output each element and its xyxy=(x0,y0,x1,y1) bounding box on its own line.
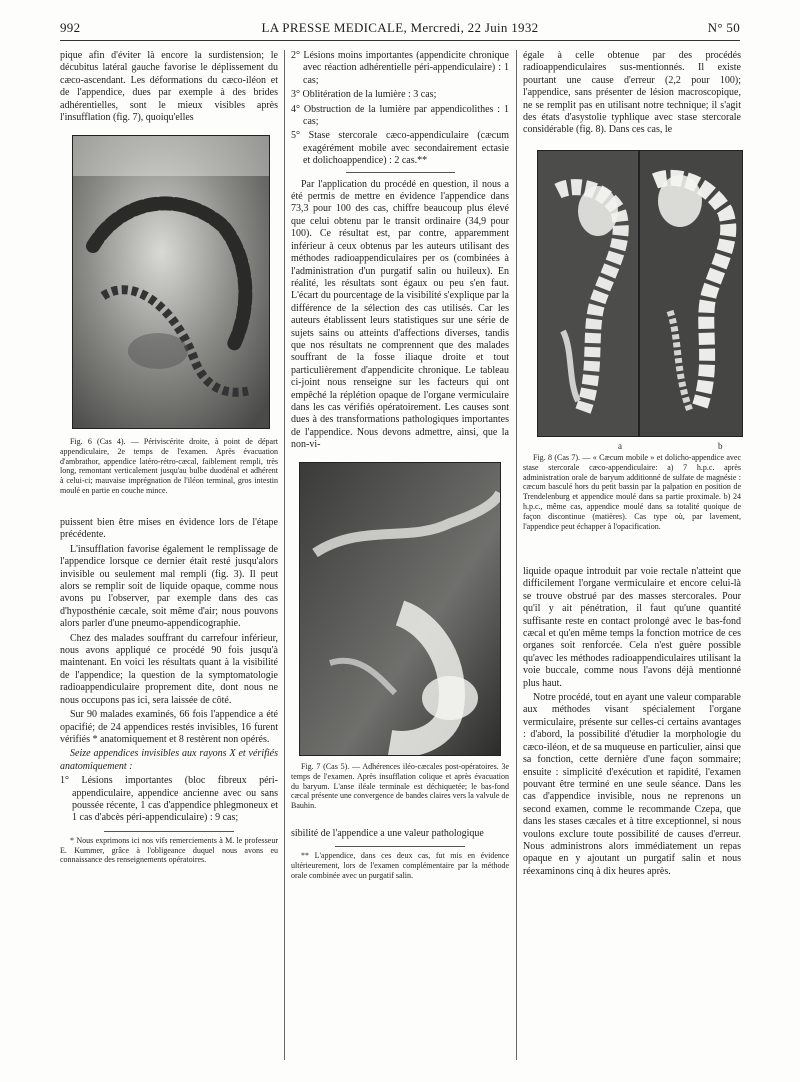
col3-paragraph-2: liquide opaque introduit par voie rectale n'atteint que difficilement l'organe vermiculaire et encore celui-là se trouve obstrué par des masses stercorales. Pour qu'il y ait pénétration, il faut qu'une quantité suffisante reste en contact prolongé avec le bas-fond cæcal et qu'en même temps la fonction motrice de ces organes soit renforcée. Cela n'est guère possible qu'avec les méthodes radioappendiculaires utilisant la voie buccale, comme nous l'avons déjà mentionné plus haut. xyxy=(523,566,741,689)
figure-7-caption-text: Fig. 7 (Cas 5). — Adhérences iléo-cæcales post-opératoires. 3e temps de l'examen. Après insufflation colique et après évacuation du baryum. L'anse iléale terminale est déchiquetée; le bas-fond cæcal présente une convergence de bandes claires vers la valvule de Bauhin. xyxy=(291,762,509,811)
column-1 xyxy=(60,50,278,126)
lesion-list-item-2: 2° Lésions moins importantes (appendicite chronique avec réaction adhérentielle péri-appendiculaire) : 1 cas; xyxy=(291,50,509,86)
col1-paragraph-5: Sur 90 malades examinés, 66 fois l'appendice a été opacifié; de 24 appendices restés invisibles, 16 furent vérifiés * anatomiquement et 8 restèrent non opérés. xyxy=(60,709,278,745)
lesion-list-part-1 xyxy=(60,775,278,825)
issue-number: N° 50 xyxy=(707,20,740,35)
col2-paragraph-2: sibilité de l'appendice a une valeur pathologique xyxy=(291,828,484,839)
column-2 xyxy=(291,50,509,454)
col2-paragraph-1: Par l'application du procédé en question, il nous a été permis de mettre en évidence l'appendice dans 73,3 pour 100 des cas, chiffre beaucoup plus élevé que celui obtenu par le transit ordinaire (34,9 pour 100). Ce résultat est, par contre, apparemment inférieur à ceux obtenus par les auteurs utilisant des méthodes radioappendiculaires per os (combinées à l'administration d'un purgatif salin ou huileux). En réalité, les résultats sont égaux ou peu s'en faut. L'écart du pourcentage de la visibilité s'explique par la différence de la sélection des cas utilisés. Car les auteurs établissent leurs statistiques sur une série de sujets sains ou atteints d'affections diverses, tandis que nos résultats ne comprennent que des malades souffrant de la fosse iliaque droite et tout particulièrement d'appendicite chronique. Le tableau ci-joint nous renseigne sur les facteurs qui ont empêché la réplétion opaque de l'organe vermiculaire dans les cas vérifiés opératoirement. Les causes sont dues à des transformations pathologiques importantes de l'appendice. Nous devons admettre, ainsi, que la non-vi- xyxy=(291,178,509,451)
page-number: 992 xyxy=(60,20,81,35)
figure-8a-xray xyxy=(537,150,639,437)
lesion-list-part-2 xyxy=(291,50,509,168)
figure-8-label-a: a xyxy=(618,441,622,451)
lesion-list-item-4: 4° Obstruction de la lumière par appendicolithes : 1 cas; xyxy=(291,103,509,128)
running-header xyxy=(60,20,740,38)
figure-6-caption-text: Fig. 6 (Cas 4). — Périviscérite droite, à point de départ appendiculaire, 2e temps de l'examen. Après évacuation d'ambrathor, appendice latéro-rétro-cæcal, faiblement rempli, très long, remontant verticalement jusqu'au bulbe duodénal et adhérent à celui-ci; mauvaise imprégnation de l'iléon terminal, gros intestin moulé en partie en couche mince. xyxy=(60,437,278,495)
footnote-1 xyxy=(60,836,278,865)
lesion-list-item-1: 1° Lésions importantes (bloc fibreux péri-appendiculaire, appendice ancienne avec ou sans poussée récente, 1 cas d'appendice phlegmoneux et 1 cas d'abcès péri-appendiculaire) : 9 cas; xyxy=(60,775,278,824)
figure-6-caption xyxy=(60,437,278,496)
col1-paragraph-3: L'insufflation favorise également le remplissage de l'appendice lorsque ce dernier était resté jusqu'alors invisible ou seulement mal rempli (fig. 3). Il peut alors se remplir soit de liquide opaque, comme nous avons pu l'observer, par exemple dans des cas d'hyposthénie cæcale, soit même d'air; nous pouvons alors parler d'une pneumo-appendicographie. xyxy=(60,543,278,630)
footnote-1-text: * Nous exprimons ici nos vifs remerciements à M. le professeur E. Kummer, grâce à l'obligeance duquel nous avons eu connaissance des renseignements opératoires. xyxy=(60,835,278,865)
col1-paragraph-2: puissent bien être mises en évidence lors de l'étape précédente. xyxy=(60,517,278,541)
footnote-rule xyxy=(104,831,235,832)
journal-title: LA PRESSE MEDICALE, Mercredi, 22 Juin 1932 xyxy=(261,20,539,35)
lesion-list-item-5: 5° Stase stercorale cæco-appendiculaire (cæcum exagérément mobile avec secondairement ectasie et dolichoappendice) : 2 cas.** xyxy=(291,130,509,167)
figure-8b-xray xyxy=(639,150,743,437)
footnote-2-text: ** L'appendice, dans ces deux cas, fut mis en évidence ultérieurement, lors de l'examen complémentaire par la méthode orale combinée avec un purgatif salin. xyxy=(291,851,509,880)
figure-8-caption xyxy=(523,453,741,531)
col1-paragraph-1: pique afin d'éviter là encore la surdistension; le décubitus latéral gauche favorise le déplissement du cæco-ascendant. Les déformations du cæco-iléon et de l'appendice, dues par exemple à des brides adhérentielles, sont le mieux visibles après l'insufflation (fig. 7), quoiqu'elles xyxy=(60,50,278,124)
col3-paragraph-3: Notre procédé, tout en ayant une valeur comparable aux méthodes visant spécialement l'organe vermiculaire, présente sur celles-ci certains avantages : d'abord, la possibilité d'étudier la morphologie du cæco-iléon, et de sa muqueuse en particulier, ainsi que sa fonction, cette dernière d'une façon sommaire; ensuite : simplicité d'exécution et rapidité, l'examen pouvant être terminé en une seule séance. Dans les cas d'appendice invisible, nous ne reprenons un second examen, comme le recommande Czepa, que dans les stases cæcales et à titre exceptionnel, si nous voulons exclure toute possibilité de causes d'erreur. Nous administrons alors immédiatement un repas opaque en y ajoutant un purgatif salin et nous réexaminons cinq à dix heures après. xyxy=(523,692,741,877)
list-rule xyxy=(346,172,455,173)
figure-7-xray xyxy=(299,462,501,756)
lesion-list-item-3: 3° Oblitération de la lumière : 3 cas; xyxy=(291,89,437,101)
figure-7-caption xyxy=(291,762,509,811)
column-1-lower xyxy=(60,517,278,865)
col1-paragraph-4: Chez des malades souffrant du carrefour inférieur, nous avons appliqué ce procédé 90 fois jusqu'à maintenant. En voici les résultats quant à la visibilité de l'appendice; la question de la symptomatologie radioappendiculaire proprement dite, dont nous ne nous occupons pas ici, sera laissée de côté. xyxy=(60,632,278,706)
footnote-2 xyxy=(291,851,509,880)
header-rule xyxy=(60,40,740,41)
figure-8-caption-text: Fig. 8 (Cas 7). — « Cæcum mobile » et dolicho-appendice avec stase stercorale cæco-appendiculaire: a) 7 h.p.c. après administration orale de baryum additionné de sulfate de magnésie : cæcum basculé hors du petit bassin par la palpation en position de Trendelenburg et appendice moulé dans sa partie proximale. b) 24 h.p.c., même cas, appendice moulé dans sa totalité quoique de façon discontinue (matières). Cas type où, par lavement, l'appendice peut échapper à l'opacification. xyxy=(523,453,741,531)
figure-6-xray xyxy=(72,135,270,429)
column-separator-1 xyxy=(284,50,285,1060)
column-3 xyxy=(523,50,741,139)
column-2-lower xyxy=(291,828,509,881)
col1-paragraph-6: Seize appendices invisibles aux rayons X et vérifiés anatomiquement : xyxy=(60,748,278,772)
footnote-rule-2 xyxy=(335,846,466,847)
column-separator-2 xyxy=(516,50,517,1060)
col3-paragraph-1: égale à celle obtenue par des procédés radioappendiculaires sus-mentionnés. Il existe pourtant une cause d'erreur (2,2 pour 100); l'appendice, sans présenter de lésion macroscopique, ne se remplit pas en utilisant notre technique; il s'agit des états d'asystolie typhlique avec stase stercorale considérable (fig. 8). Dans ces cas, le xyxy=(523,50,741,136)
column-3-lower xyxy=(523,566,741,880)
figure-8-label-b: b xyxy=(718,441,723,451)
